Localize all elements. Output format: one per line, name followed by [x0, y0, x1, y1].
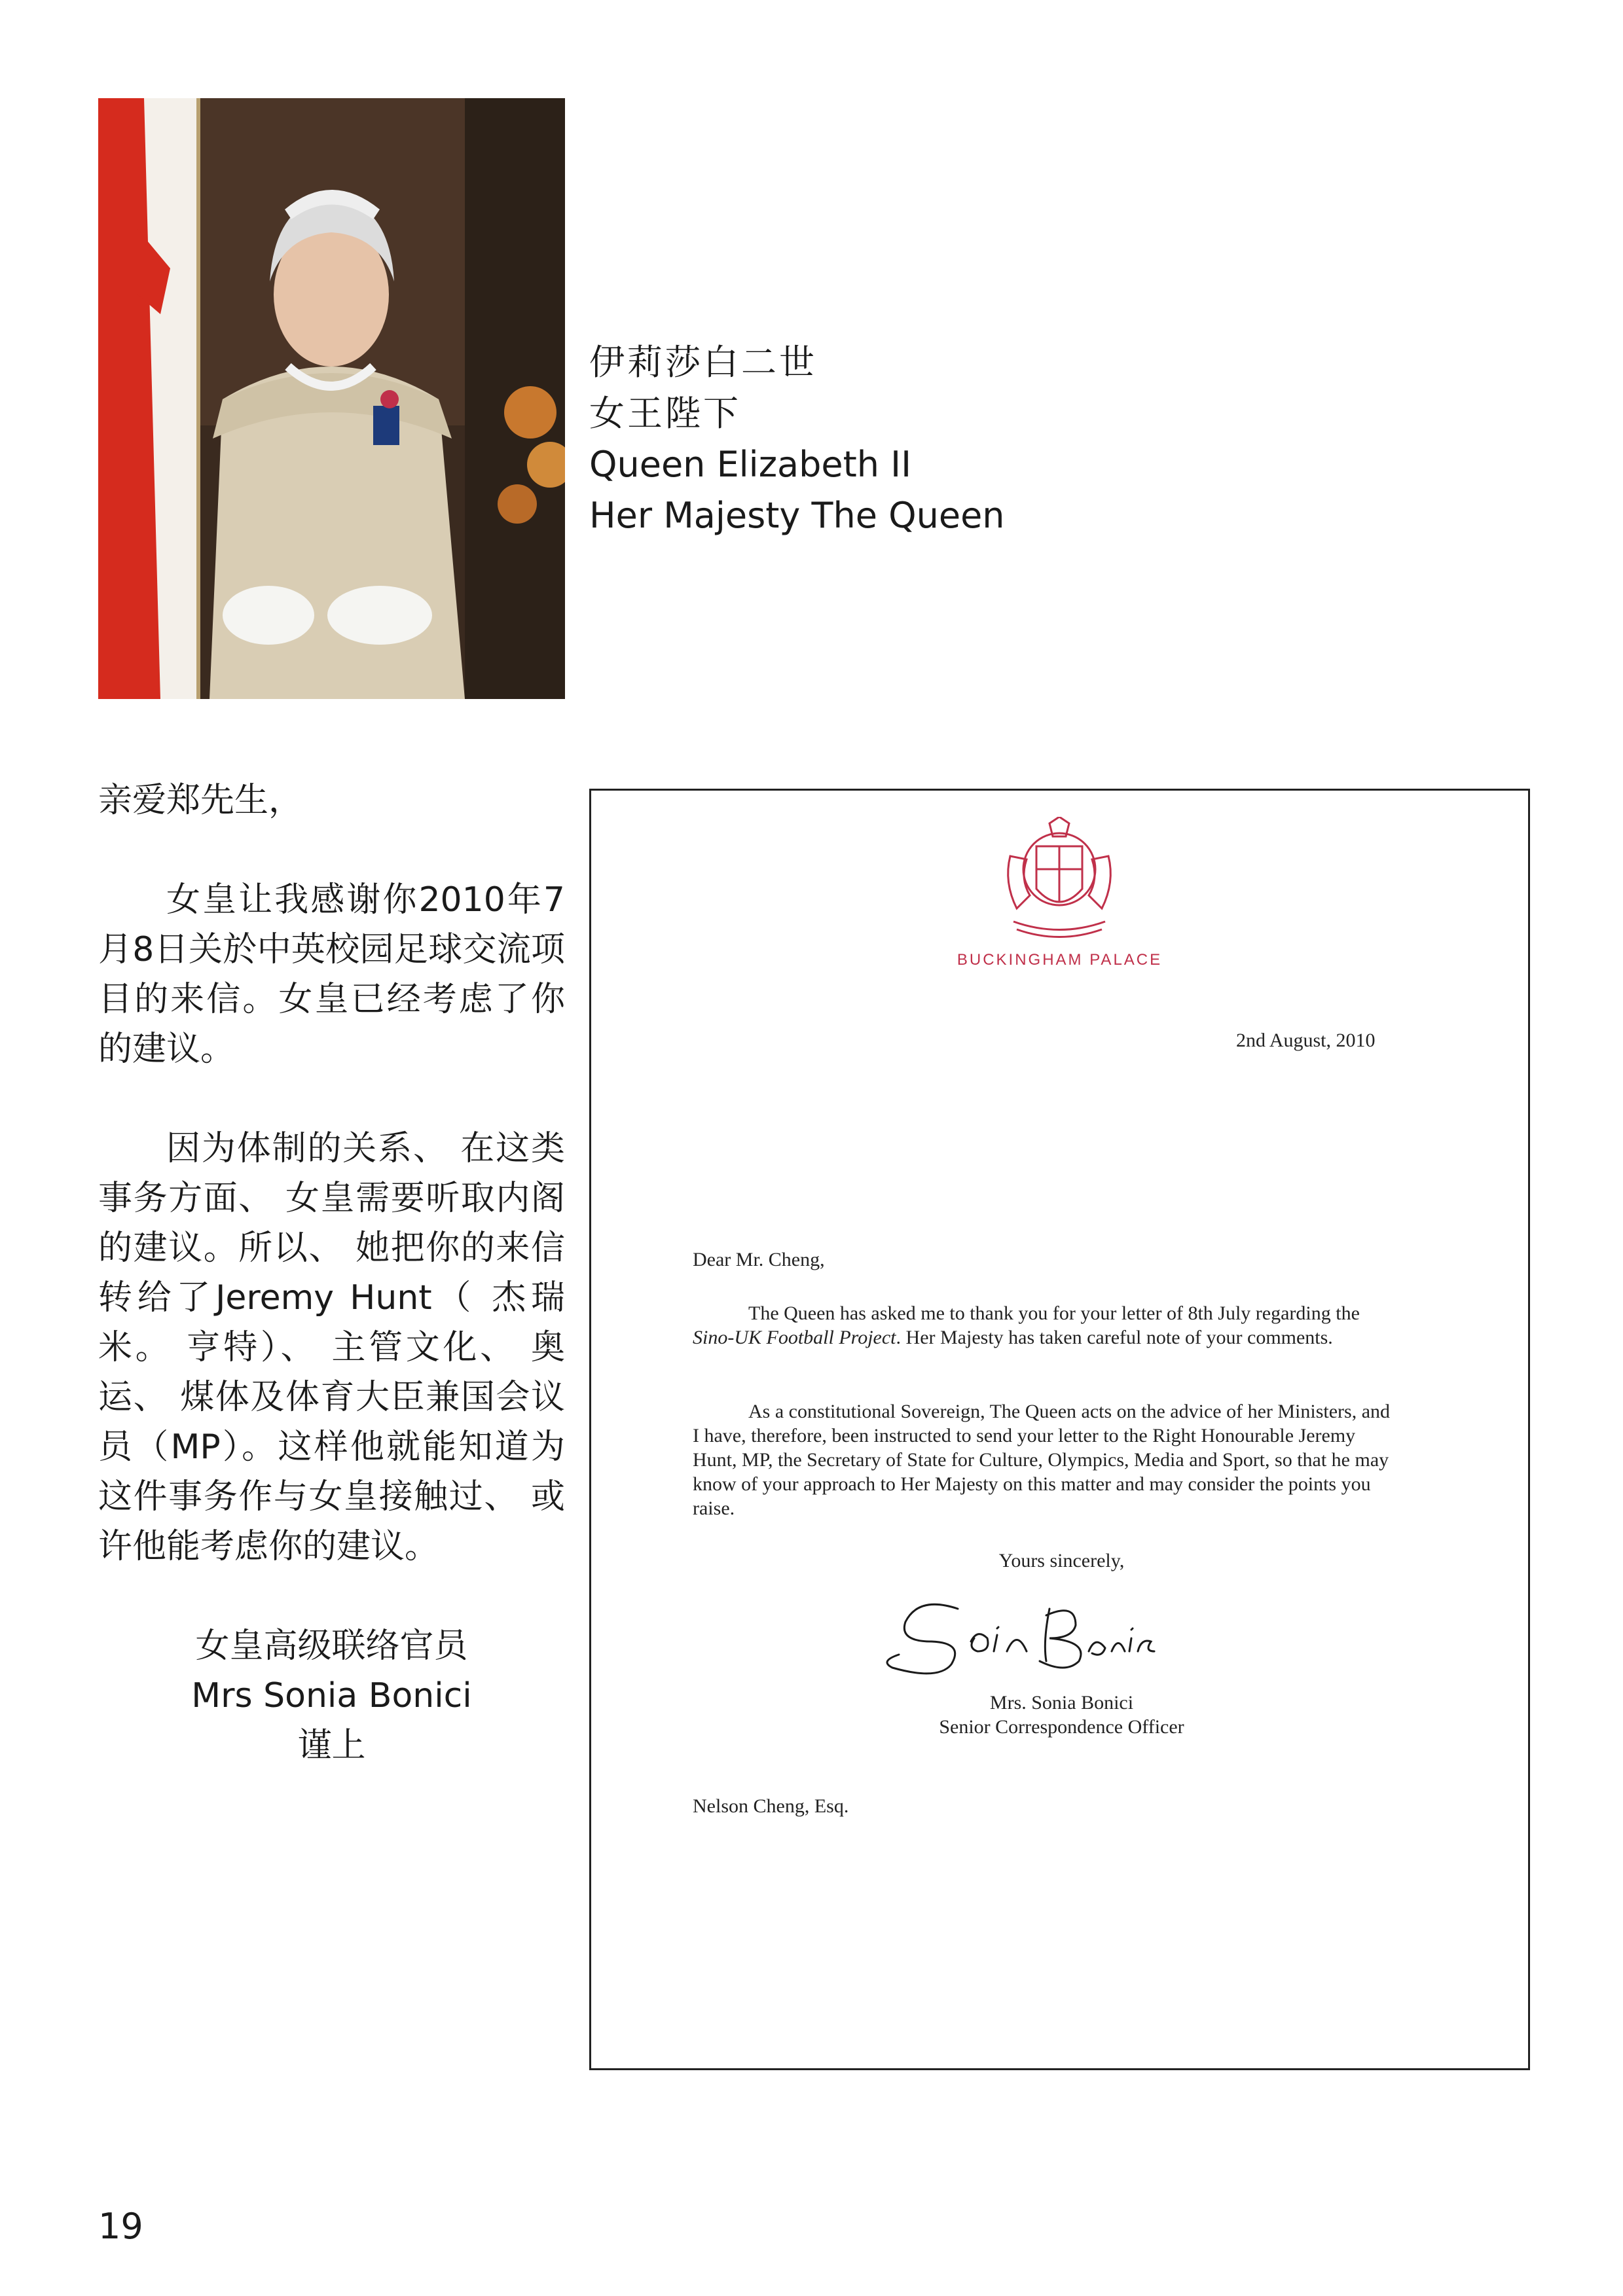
caption-english-name: Queen Elizabeth II [589, 444, 912, 485]
letter-closing: Yours sincerely, [998, 1550, 1125, 1571]
handwritten-signature [879, 1589, 1180, 1681]
chinese-paragraph-1: 女皇让我感谢你2010年7月8日关於中英校园足球交流项目的来信。女皇已经考虑了你的建议。 [98, 880, 565, 1069]
chinese-signature-name: Mrs Sonia Bonici [191, 1676, 472, 1715]
portrait-caption [589, 337, 1005, 541]
letter-paragraph-1-end: . Her Majesty has taken careful note of your comments. [896, 1327, 1333, 1348]
portrait-illustration [98, 98, 565, 699]
letter-paragraph-2 [693, 1399, 1393, 1520]
chinese-salutation: 亲爱郑先生， [98, 781, 303, 820]
signer-title: Senior Correspondence Officer [939, 1716, 1184, 1738]
letter-paragraph-2-text: As a constitutional Sovereign, The Queen acts on the advice of her Ministers, and I have, therefore, been instructed to send your letter to the Right Honourable Jeremy Hunt, MP, the Secretary of State for Culture, Olympics, Media and Sport, so that he may know of your approach to Her Majesty on this matter and may consider the points you raise. [693, 1401, 1391, 1519]
queen-portrait-photo [98, 98, 565, 699]
letter-signer [591, 1691, 1532, 1739]
scanned-letter [589, 789, 1530, 2070]
caption-chinese-name: 伊莉莎白二世 [589, 342, 817, 383]
project-name: Sino-UK Football Project [693, 1327, 896, 1348]
royal-coat-of-arms-icon [997, 817, 1122, 941]
letterhead-title: BUCKINGHAM PALACE [957, 951, 1163, 969]
letter-salutation: Dear Mr. Cheng, [693, 1249, 825, 1270]
chinese-translation [98, 776, 565, 1770]
chinese-signature-title: 女皇高级联络官员 [195, 1626, 468, 1666]
letter-paragraph-1-start: The Queen has asked me to thank you for your letter of 8th July regarding the [748, 1302, 1360, 1324]
letter-recipient: Nelson Cheng, Esq. [693, 1795, 849, 1817]
chinese-signature-closing: 谨上 [297, 1726, 366, 1765]
caption-chinese-title: 女王陛下 [589, 393, 741, 434]
page-number: 19 [98, 2206, 143, 2247]
letter-date: 2nd August, 2010 [1236, 1030, 1376, 1051]
signer-name: Mrs. Sonia Bonici [989, 1692, 1134, 1713]
chinese-paragraph-2: 因为体制的关系、 在这类事务方面、 女皇需要听取内阁的建议。所以、 她把你的来信转给了Jeremy Hunt（ 杰瑞米。 亨特）、 主管文化、 奥运、 煤体及体育大臣兼国会议员（MP）。这样他就能知道为这件事务作与女皇接触过、 或许他能考虑你的建议。 [98, 1129, 565, 1566]
letter-paragraph-1 [693, 1301, 1393, 1350]
caption-english-title: Her Majesty The Queen [589, 495, 1005, 536]
